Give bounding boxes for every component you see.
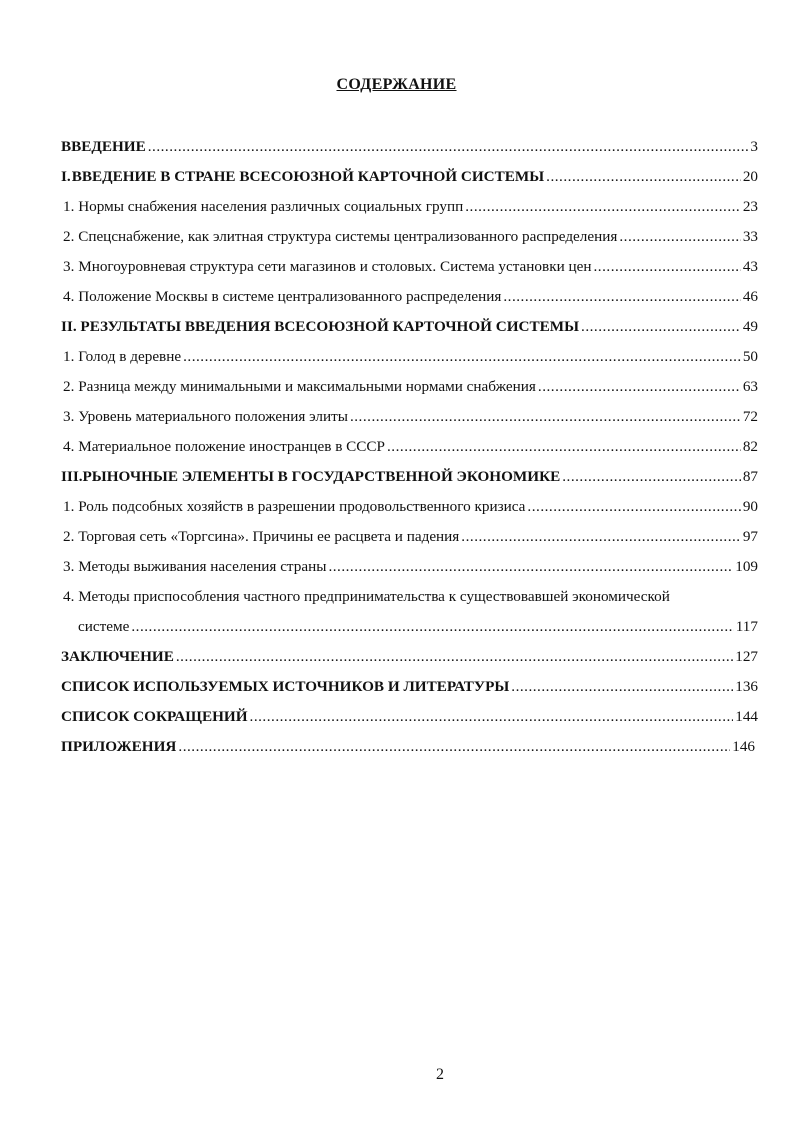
toc-page-number: 144 [735, 708, 758, 725]
toc-entry-introduction[interactable] [61, 132, 758, 162]
toc-leader-dots [581, 312, 741, 342]
toc-entry-appendices[interactable] [61, 732, 755, 762]
toc-label: системе [78, 618, 130, 635]
toc-entry-3-4[interactable] [61, 582, 758, 612]
toc-page-number: 46 [742, 288, 758, 305]
toc-entry-3-4-continued[interactable] [61, 612, 758, 642]
table-of-contents [61, 132, 758, 762]
toc-label: Роль подсобных хозяйств в разрешении продовольственного кризиса [78, 498, 526, 515]
toc-entry-1-2[interactable] [61, 222, 758, 252]
toc-leader-dots [328, 552, 733, 582]
toc-page-number: 82 [742, 438, 758, 455]
toc-label: ПРИЛОЖЕНИЯ [61, 738, 177, 755]
toc-label: Положение Москвы в системе централизованного распределения [78, 288, 502, 305]
toc-number: III. [61, 468, 83, 485]
toc-leader-dots [350, 402, 741, 432]
toc-leader-dots [176, 642, 733, 672]
toc-number: I. [61, 168, 71, 185]
toc-leader-dots [503, 282, 740, 312]
toc-leader-dots [131, 612, 733, 642]
toc-label: Материальное положение иностранцев в СССР [78, 438, 385, 455]
toc-entry-1-4[interactable] [61, 282, 758, 312]
toc-entry-2-3[interactable] [61, 402, 758, 432]
toc-page-number: 136 [735, 678, 758, 695]
toc-entry-chapter-3[interactable] [61, 462, 758, 492]
toc-entry-3-2[interactable] [61, 522, 758, 552]
toc-page-number: 43 [742, 258, 758, 275]
toc-number: 1. [63, 348, 75, 365]
toc-leader-dots [538, 372, 741, 402]
toc-label: Торговая сеть «Торгсина». Причины ее расцвета и падения [78, 528, 460, 545]
toc-label: Методы приспособления частного предпринимательства к существовавшей экономической [78, 588, 670, 605]
toc-page-number: 33 [742, 228, 758, 245]
toc-entry-chapter-2[interactable] [61, 312, 758, 342]
toc-number: II. [61, 318, 77, 335]
toc-label: РЫНОЧНЫЕ ЭЛЕМЕНТЫ В ГОСУДАРСТВЕННОЙ ЭКОНОМИКЕ [82, 468, 561, 485]
toc-page-number: 109 [735, 558, 758, 575]
toc-page-number: 87 [742, 468, 758, 485]
toc-entry-2-2[interactable] [61, 372, 758, 402]
toc-leader-dots [250, 702, 734, 732]
toc-page-number: 3 [750, 138, 758, 155]
toc-number: 4. [63, 438, 75, 455]
toc-label: ВВЕДЕНИЕ В СТРАНЕ ВСЕСОЮЗНОЙ КАРТОЧНОЙ СИСТЕМЫ [71, 168, 545, 185]
toc-leader-dots [465, 192, 741, 222]
page-number: 2 [436, 1066, 444, 1083]
toc-number: 2. [63, 528, 75, 545]
toc-entry-3-1[interactable] [61, 492, 758, 522]
toc-entry-1-3[interactable] [61, 252, 758, 282]
toc-label: Уровень материального положения элиты [78, 408, 348, 425]
toc-number: 4. [63, 588, 75, 605]
toc-leader-dots [546, 162, 741, 192]
toc-page-number: 63 [742, 378, 758, 395]
toc-label: СПИСОК ИСПОЛЬЗУЕМЫХ ИСТОЧНИКОВ И ЛИТЕРАТУРЫ [61, 678, 510, 695]
toc-page-number: 50 [742, 348, 758, 365]
toc-page-number: 90 [742, 498, 758, 515]
toc-entry-1-1[interactable] [61, 192, 758, 222]
toc-page-number: 72 [742, 408, 758, 425]
toc-entry-abbreviations[interactable] [61, 702, 758, 732]
toc-label: Разница между минимальными и максимальными нормами снабжения [78, 378, 536, 395]
toc-label: ЗАКЛЮЧЕНИЕ [61, 648, 174, 665]
toc-entry-3-3[interactable] [61, 552, 758, 582]
toc-leader-dots [562, 462, 741, 492]
toc-leader-dots [619, 222, 740, 252]
toc-number: 3. [63, 258, 75, 275]
toc-number: 2. [63, 378, 75, 395]
toc-label: Нормы снабжения населения различных социальных групп [78, 198, 464, 215]
toc-label: Методы выживания населения страны [78, 558, 327, 575]
toc-number: 1. [63, 498, 75, 515]
toc-leader-dots [511, 672, 733, 702]
toc-entry-chapter-1[interactable] [61, 162, 758, 192]
toc-label: СПИСОК СОКРАЩЕНИЙ [61, 708, 248, 725]
toc-page-number: 23 [742, 198, 758, 215]
toc-label: Многоуровневая структура сети магазинов и столовых. Система установки цен [78, 258, 592, 275]
toc-label: Голод в деревне [78, 348, 182, 365]
toc-leader-dots [461, 522, 741, 552]
toc-number: 3. [63, 408, 75, 425]
toc-entry-sources[interactable] [61, 672, 758, 702]
toc-leader-dots [178, 732, 730, 762]
toc-page-number: 97 [742, 528, 758, 545]
toc-page-number: 49 [742, 318, 758, 335]
toc-leader-dots [527, 492, 740, 522]
toc-number: 4. [63, 288, 75, 305]
toc-leader-dots [594, 252, 741, 282]
toc-entry-2-4[interactable] [61, 432, 758, 462]
page-title: СОДЕРЖАНИЕ [336, 76, 457, 93]
toc-label: Спецснабжение, как элитная структура системы централизованного распределения [78, 228, 618, 245]
toc-label: ВВЕДЕНИЕ [61, 138, 146, 155]
toc-entry-conclusion[interactable] [61, 642, 758, 672]
toc-number: 2. [63, 228, 75, 245]
toc-number: 1. [63, 198, 75, 215]
toc-page-number: 117 [735, 618, 758, 635]
toc-entry-2-1[interactable] [61, 342, 758, 372]
toc-leader-dots [148, 132, 749, 162]
toc-leader-dots [387, 432, 741, 462]
toc-label: РЕЗУЛЬТАТЫ ВВЕДЕНИЯ ВСЕСОЮЗНОЙ КАРТОЧНОЙ СИСТЕМЫ [80, 318, 580, 335]
toc-number: 3. [63, 558, 75, 575]
toc-page-number: 127 [735, 648, 758, 665]
toc-page-number: 20 [742, 168, 758, 185]
toc-page-number: 146 [732, 738, 755, 755]
toc-leader-dots [183, 342, 741, 372]
